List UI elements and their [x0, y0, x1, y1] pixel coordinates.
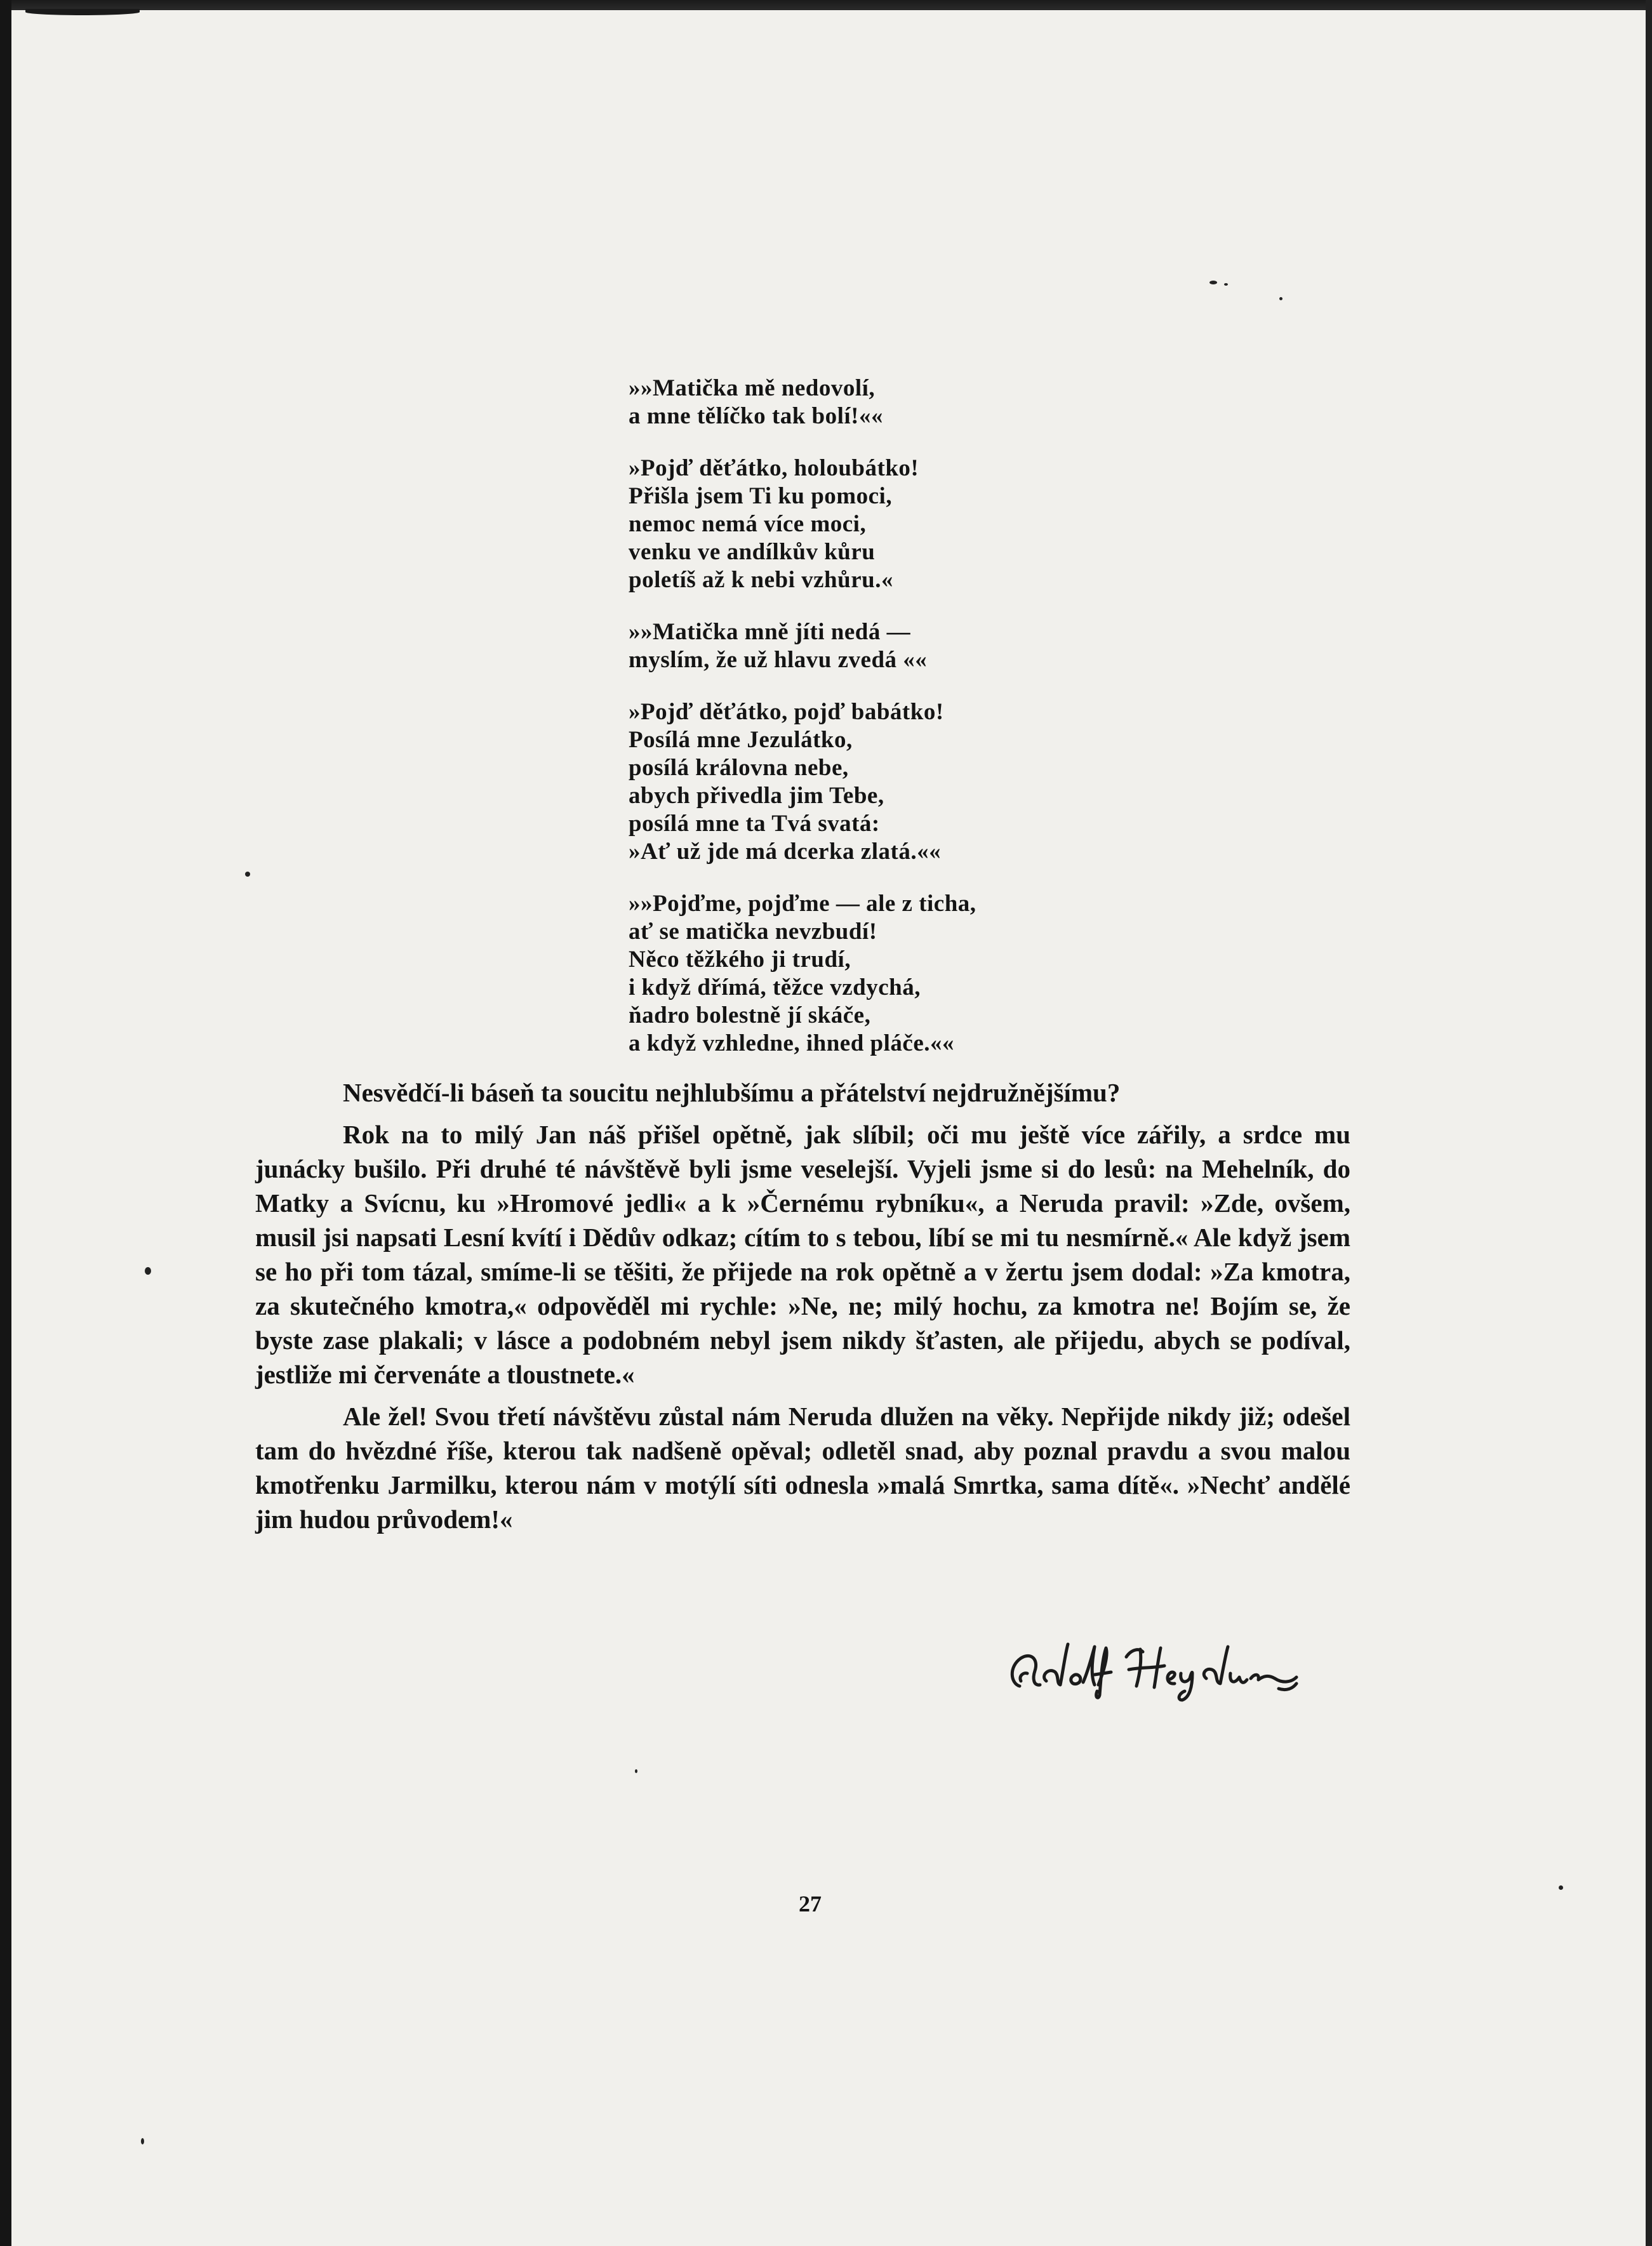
poem-line: »»Matička mně jíti nedá — — [629, 619, 911, 645]
poem-stanza — [629, 455, 1327, 594]
prose-paragraph: Ale žel! Svou třetí návštěvu zůstal nám Neruda dlužen na věky. Nepřijde nikdy již; odešel tam do hvězdné říše, kterou tak nadšeně opěval; odletěl snad, aby poznal pravdu a svou malou kmotřenku Jarmilku, kterou nám v motýlí síti odnesla »malá Smrtka, sama dítě«. »Nechť andělé jim hudou průvodem!« — [255, 1402, 1350, 1534]
poem-line: posílá mne ta Tvá svatá: — [629, 811, 880, 837]
scan-speck — [1279, 297, 1282, 300]
prose-body — [255, 1075, 1350, 1544]
poem-line: myslím, že už hlavu zvedá «« — [629, 647, 928, 673]
scan-edge-left — [0, 0, 11, 2246]
poem-stanza — [629, 890, 1327, 1058]
poem-stanza — [629, 698, 1327, 866]
poem-line: i když dřímá, těžce vzdychá, — [629, 974, 921, 1000]
poem-line: posílá královna nebe, — [629, 755, 849, 781]
poem-line: »Pojď děťátko, holoubátko! — [629, 455, 919, 481]
poem-line: nemoc nemá více moci, — [629, 511, 867, 537]
scan-speck — [1224, 283, 1228, 286]
poem-line: ňadro bolestně jí skáče, — [629, 1002, 871, 1028]
poem-line: abych přivedla jim Tebe, — [629, 783, 884, 809]
poem-line: »»Matička mě nedovolí, — [629, 375, 876, 401]
poem-stanza — [629, 375, 1327, 430]
scan-edge-top — [0, 0, 1652, 10]
poem-line: a když vzhledne, ihned pláče.«« — [629, 1030, 954, 1056]
scan-speck — [635, 1769, 637, 1773]
scan-speck — [141, 2138, 144, 2144]
poem-line: ať se matička nevzbudí! — [629, 919, 877, 945]
poem-line: »Ať už jde má dcerka zlatá.«« — [629, 839, 942, 865]
scan-edge-right — [1646, 0, 1652, 2246]
handwritten-signature — [1002, 1634, 1300, 1704]
poem-line: a mne tělíčko tak bolí!«« — [629, 403, 883, 429]
scan-speck — [145, 1267, 151, 1275]
scan-speck — [1209, 281, 1217, 284]
poem-line: Něco těžkého ji trudí, — [629, 947, 851, 973]
scan-speck — [1559, 1885, 1563, 1890]
poem-line: »»Pojďme, pojďme — ale z ticha, — [629, 891, 976, 917]
scan-speck — [245, 872, 250, 877]
poem — [629, 375, 1327, 1082]
prose-paragraph: Rok na to milý Jan náš přišel opětně, jak slíbil; oči mu ještě více zářily, a srdce mu junácky bušilo. Při druhé té návštěvě byli jsme veselejší. Vyjeli jsme si do lesů: na Mehelník, do Matky a Svícnu, ku »Hromové jedli« a k »Černému rybníku«, a Neruda pravil: »Zde, ovšem, musil jsi napsati Lesní kvítí i Dědův odkaz; cítím to s tebou, líbí se mi tu nesmírně.« Ale když jsem se ho při tom tázal, smíme-li se těšiti, že přijede na rok opětně a v žertu jsem dodal: »Za kmotra, za skutečného kmotra,« odpověděl mi rychle: »Ne, ne; milý hochu, za kmotra ne! Bojím se, že byste zase plakali; v lásce a podobném nebyl jsem nikdy šťasten, ale přijedu, abych se podíval, jestliže mi červenáte a tloustnete.« — [255, 1120, 1350, 1389]
scan-edge-mark — [25, 9, 140, 15]
poem-line: poletíš až k nebi vzhůru.« — [629, 567, 893, 593]
poem-line: Posílá mne Jezulátko, — [629, 727, 853, 753]
poem-line: Přišla jsem Ti ku pomoci, — [629, 483, 893, 509]
poem-stanza — [629, 618, 1327, 674]
page-number: 27 — [799, 1891, 822, 1917]
poem-line: »Pojď děťátko, pojď babátko! — [629, 699, 944, 725]
poem-line: venku ve andílkův kůru — [629, 539, 876, 565]
prose-paragraph: Nesvědčí-li báseň ta soucitu nejhlubšímu a přátelství nejdružnějšímu? — [343, 1078, 1121, 1107]
